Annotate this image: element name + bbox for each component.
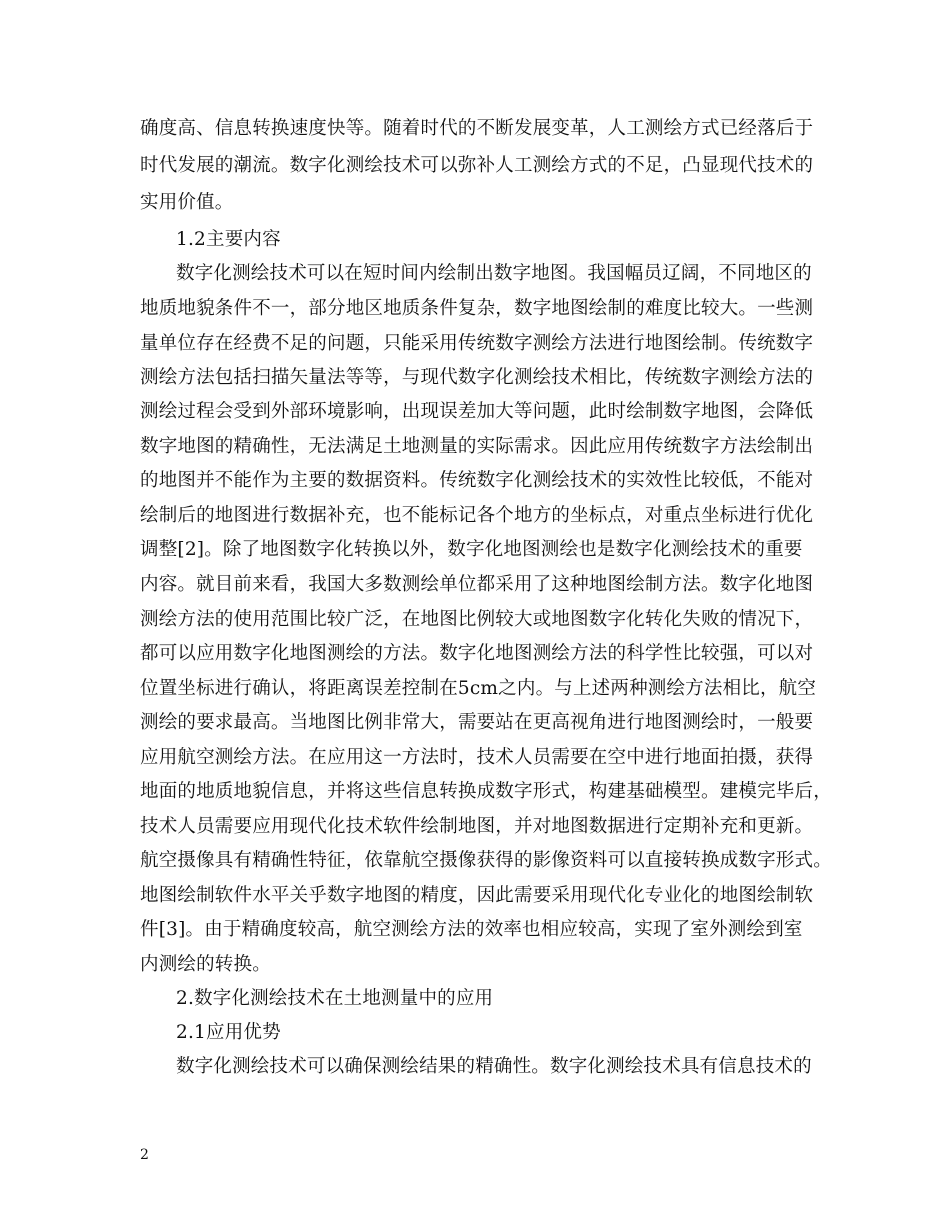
- text-line: 测绘方法包括扫描矢量法等等，与现代数字化测绘技术相比，传统数字测绘方法的: [140, 367, 814, 388]
- text-line: 位置坐标进行确认，将距离误差控制在5cm之内。与上述两种测绘方法相比，航空: [140, 678, 817, 699]
- text-line: 测绘的要求最高。当地图比例非常大，需要站在更高视角进行地图测绘时，一般要: [140, 712, 814, 733]
- text-line: 内测绘的转换。: [140, 954, 271, 975]
- text-line: 地图绘制软件水平关乎数字地图的精度，因此需要采用现代化专业化的地图绘制软: [140, 885, 814, 906]
- text-line: 内容。就目前来看，我国大多数测绘单位都采用了这种地图绘制方法。数字化地图: [140, 574, 814, 595]
- text-line: 都可以应用数字化地图测绘的方法。数字化地图测绘方法的科学性比较强，可以对: [140, 643, 814, 664]
- text-line: 地面的地质地貌信息，并将这些信息转换成数字形式，构建基础模型。建模完毕后，: [140, 781, 832, 802]
- text-line: 技术人员需要应用现代化技术软件绘制地图，并对地图数据进行定期补充和更新。: [140, 816, 814, 837]
- text-line: 地质地貌条件不一，部分地区地质条件复杂，数字地图绘制的难度比较大。一些测: [140, 298, 814, 319]
- text-line: 数字地图的精确性，无法满足土地测量的实际需求。因此应用传统数字方法绘制出: [140, 436, 814, 457]
- text-line: 应用航空测绘方法。在应用这一方法时，技术人员需要在空中进行地面拍摄，获得: [140, 747, 814, 768]
- paragraph-start: 数字化测绘技术可以确保测绘结果的精确性。数字化测绘技术具有信息技术的: [176, 1056, 812, 1077]
- text-line: 实用价值。: [140, 192, 234, 213]
- text-line: 航空摄像具有精确性特征，依靠航空摄像获得的影像资料可以直接转换成数字形式。: [140, 850, 832, 871]
- text-line: 的地图并不能作为主要的数据资料。传统数字化测绘技术的实效性比较低，不能对: [140, 470, 814, 491]
- page-number: 2: [140, 1147, 149, 1163]
- text-line: 件[3]。由于精确度较高，航空测绘方法的效率也相应较高，实现了室外测绘到室: [140, 919, 803, 940]
- section-heading: 1.2主要内容: [176, 229, 281, 250]
- text-line: 确度高、信息转换速度快等。随着时代的不断发展变革，人工测绘方式已经落后于: [140, 118, 814, 139]
- text-line: 绘制后的地图进行数据补充，也不能标记各个地方的坐标点，对重点坐标进行优化: [140, 505, 814, 526]
- subsection-heading: 2.1应用优势: [176, 1022, 281, 1043]
- text-line: 调整[2]。除了地图数字化转换以外，数字化地图测绘也是数字化测绘技术的重要: [140, 539, 803, 560]
- text-line: 测绘方法的使用范围比较广泛，在地图比例较大或地图数字化转化失败的情况下，: [140, 609, 814, 630]
- paragraph-start: 数字化测绘技术可以在短时间内绘制出数字地图。我国幅员辽阔，不同地区的: [176, 263, 812, 284]
- text-line: 量单位存在经费不足的问题，只能采用传统数字测绘方法进行地图绘制。传统数字: [140, 333, 814, 354]
- text-line: 时代发展的潮流。数字化测绘技术可以弥补人工测绘方式的不足，凸显现代技术的: [140, 155, 814, 176]
- section-heading: 2.数字化测绘技术在土地测量中的应用: [176, 988, 494, 1009]
- text-line: 测绘过程会受到外部环境影响，出现误差加大等问题，此时绘制数字地图，会降低: [140, 401, 814, 422]
